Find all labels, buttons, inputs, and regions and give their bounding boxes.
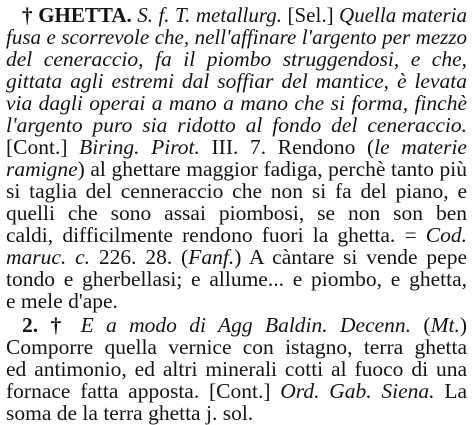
text-segment: si taglia del cenneraccio che non si fa del piano, e [6,179,467,203]
text-segment: fusa e scorrevole che, nell'affinare l'argento per mezzo [6,25,467,49]
text-segment: ramigne [6,157,78,181]
text-segment: Cod. [425,223,467,247]
entry-line-5 [6,92,467,114]
text-segment: maruc. c. [6,245,91,269]
entry-line-3 [6,48,467,70]
text-segment: La [434,379,468,403]
text-segment: le materie [374,135,467,159]
text-segment: ) A càntare si vende pepe [234,245,467,269]
entry-line-19 [6,402,467,424]
text-segment: l'argento puro sia ridotto al fondo del ceneraccio. [6,113,467,137]
text-segment: Baldin. Decenn. [264,313,412,337]
entry-line-16 [6,336,467,358]
text-segment: Fanf. [188,245,235,269]
entry-line-13 [6,268,467,290]
text-segment: Biring. Pirot. [79,135,200,159]
text-segment: E a modo di Agg [80,313,253,337]
text-segment: ( [411,313,431,337]
text-segment: del ceneraccio, fa il piombo struggendosi, e che, [6,47,467,71]
text-segment: quelli che sono assai piombosi, se non son ben [6,201,467,225]
text-segment: [Sel.] [282,3,340,27]
text-segment: via dagli operai a mano a mano che si forma, finchè [6,91,467,115]
text-segment: 2. † [22,313,81,337]
entry-line-7 [6,136,467,158]
text-segment: Ord. Gab. Siena. [280,379,435,403]
entry-line-17 [6,358,467,380]
text-segment: 226. 28. ( [90,245,189,269]
entry-line-2 [6,26,467,48]
entry-line-15 [22,314,467,336]
entry-line-1 [22,4,467,26]
text-segment: ) [459,313,467,337]
text-segment: ) al ghettare maggior fadiga, perchè tanto più [77,157,467,181]
text-segment: [Cont.] [6,135,80,159]
text-segment [253,313,265,337]
text-segment: Mt. [430,313,460,337]
text-segment: Quella materia [339,3,468,27]
text-segment: tondo e gherbellasi; e allume... e piombo, e ghetta, [6,267,467,291]
entry-line-4 [6,70,467,92]
text-segment: ed antimonio, ed altri minerali cotti al fuoco di una [6,357,467,381]
entry-line-8 [6,158,467,180]
entry-line-6 [6,114,467,136]
entry-line-9 [6,180,467,202]
entry-line-18 [6,380,467,402]
text-segment: Comporre quella vernice con istagno, terra ghetta [6,335,467,359]
text-segment: caldi, difficilmente rendono fuori la ghetta. = [6,223,426,247]
entry-line-14 [6,290,467,312]
text-segment: soma de la terra ghetta j. sol. [6,401,254,425]
entry-line-11 [6,224,467,246]
text-segment: e mele d'ape. [6,289,118,313]
entry-line-12 [6,246,467,268]
text-segment: III. 7. Rendono ( [199,135,375,159]
text-segment: S. f. T. metallurg. [137,3,283,27]
text-segment: † GHETTA. [22,3,138,27]
text-segment: gittata agli estremi dal soffiar del mantice, è levata [6,69,467,93]
entry-line-10 [6,202,467,224]
text-segment: fornace fatta apposta. [Cont.] [6,379,281,403]
